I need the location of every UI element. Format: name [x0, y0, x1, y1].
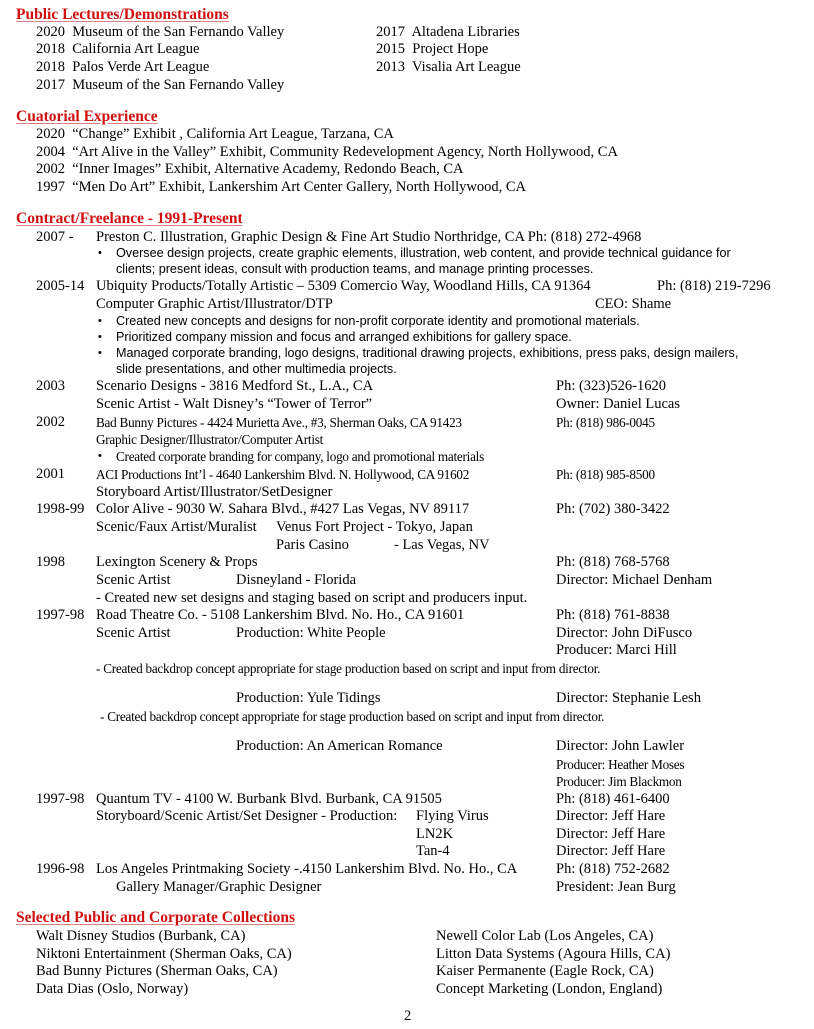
entry-director: Director: Stephanie Lesh — [556, 690, 701, 706]
entry-show: Tan-4 — [416, 843, 450, 859]
entry-role: Storyboard Artist/Illustrator/SetDesigner — [96, 484, 333, 500]
entry-director: Director: Michael Denham — [556, 572, 713, 588]
curatorial-year: 2002 — [36, 161, 65, 177]
entry-note: - Created backdrop concept appropriate for stage production based on script and input from director. — [96, 661, 601, 676]
entry-director: Director: Jeff Hare — [556, 826, 666, 842]
entry-director: Director: John Lawler — [556, 738, 685, 754]
curatorial-text: “Inner Images” Exhibit, Alternative Academy, Redondo Beach, CA — [72, 161, 464, 177]
section-heading-lectures: Public Lectures/Demonstrations — [16, 6, 229, 23]
lecture-venue: Altadena Libraries — [411, 24, 520, 40]
entry-company: Road Theatre Co. - 5108 Lankershim Blvd. No. Ho., CA 91601 — [96, 607, 465, 623]
collection-item: Concept Marketing (London, England) — [436, 981, 663, 997]
collection-item: Niktoni Entertainment (Sherman Oaks, CA) — [36, 946, 292, 962]
lecture-year: 2018 — [36, 59, 65, 75]
collection-item: Litton Data Systems (Agoura Hills, CA) — [436, 946, 671, 962]
entry-year: 1998-99 — [36, 501, 85, 517]
section-heading-contract: Contract/Freelance - 1991-Present — [16, 210, 243, 227]
bullet-icon: • — [98, 331, 102, 343]
entry-role: Scenic Artist — [96, 625, 171, 641]
entry-bullet-cont: clients; present ideas, consult with production teams, and manage printing processes. — [116, 262, 594, 276]
entry-bullet-cont: slide presentations, and other multimedia projects. — [116, 362, 397, 376]
curatorial-item — [36, 179, 526, 196]
entry-year: 1996-98 — [36, 861, 85, 877]
curatorial-item — [36, 126, 394, 143]
entry-producer: Producer: Heather Moses — [556, 757, 685, 772]
entry-year: 2007 - — [36, 229, 74, 245]
entry-phone: Ph: (702) 380-3422 — [556, 501, 670, 517]
entry-production: Production: Yule Tidings — [236, 690, 381, 706]
bullet-icon: • — [98, 347, 102, 359]
entry-production: Production: White People — [236, 625, 386, 641]
entry-bullet: Managed corporate branding, logo designs, traditional drawing projects, exhibitions, press paks, design mailers, — [116, 346, 739, 360]
curatorial-text: “Change” Exhibit , California Art League, Tarzana, CA — [72, 126, 394, 142]
entry-year: 2002 — [36, 414, 65, 430]
entry-role: Gallery Manager/Graphic Designer — [116, 879, 322, 895]
lecture-year: 2018 — [36, 41, 65, 57]
entry-phone: Ph: (818) 985-8500 — [556, 467, 655, 482]
entry-company: Quantum TV - 4100 W. Burbank Blvd. Burbank, CA 91505 — [96, 791, 442, 807]
lecture-item — [376, 59, 521, 76]
lecture-item — [36, 41, 199, 58]
entry-phone: Ph: (818) 461-6400 — [556, 791, 670, 807]
entry-note: - Created new set designs and staging based on script and producers input. — [96, 590, 528, 606]
entry-year: 1997-98 — [36, 607, 85, 623]
page-number: 2 — [404, 1008, 412, 1024]
collection-item: Data Dias (Oslo, Norway) — [36, 981, 189, 997]
entry-phone: Ph: (323)526-1620 — [556, 378, 666, 394]
lecture-item — [36, 59, 209, 76]
bullet-icon: • — [98, 247, 102, 259]
entry-producer: Producer: Marci Hill — [556, 642, 677, 658]
entry-company: Los Angeles Printmaking Society -.4150 Lankershim Blvd. No. Ho., CA — [96, 861, 518, 877]
entry-role: Graphic Designer/Illustrator/Computer Artist — [96, 432, 324, 447]
entry-place: Disneyland - Florida — [236, 572, 357, 588]
curatorial-text: “Art Alive in the Valley” Exhibit, Community Redevelopment Agency, North Hollywood, CA — [72, 144, 618, 160]
entry-role: Scenic/Faux Artist/Muralist — [96, 519, 257, 535]
entry-phone: Ph: (818) 986-0045 — [556, 415, 655, 430]
entry-bullet: Created new concepts and designs for non-profit corporate identity and promotional materials. — [116, 314, 640, 328]
bullet-icon: • — [98, 315, 102, 327]
entry-year: 1998 — [36, 554, 65, 570]
lecture-venue: Project Hope — [412, 41, 489, 57]
lecture-item — [36, 77, 284, 94]
curatorial-item — [36, 161, 464, 178]
entry-company: ACI Productions Int’l - 4640 Lankershim Blvd. N. Hollywood, CA 91602 — [96, 467, 470, 482]
entry-phone: Ph: (818) 768-5768 — [556, 554, 670, 570]
entry-project-location: - Las Vegas, NV — [394, 537, 490, 553]
section-heading-curatorial: Cuatorial Experience — [16, 108, 158, 125]
collection-item: Newell Color Lab (Los Angeles, CA) — [436, 928, 654, 944]
entry-producer: Producer: Jim Blackmon — [556, 774, 682, 789]
entry-bullet: Prioritized company mission and focus and arranged exhibitions for gallery space. — [116, 330, 572, 344]
entry-year: 2001 — [36, 466, 65, 482]
entry-role: Computer Graphic Artist/Illustrator/DTP — [96, 296, 333, 312]
lecture-year: 2015 — [376, 41, 405, 57]
entry-company: Scenario Designs - 3816 Medford St., L.A., CA — [96, 378, 374, 394]
entry-project: Venus Fort Project - Tokyo, Japan — [276, 519, 473, 535]
entry-company: Preston C. Illustration, Graphic Design & Fine Art Studio Northridge, CA Ph: (818) 272-4968 — [96, 229, 642, 245]
curatorial-year: 1997 — [36, 179, 65, 195]
entry-production: Production: An American Romance — [236, 738, 443, 754]
entry-note: - Created backdrop concept appropriate for stage production based on script and input from director. — [100, 709, 605, 724]
lecture-venue: Museum of the San Fernando Valley — [72, 24, 285, 40]
collection-item: Kaiser Permanente (Eagle Rock, CA) — [436, 963, 654, 979]
lecture-venue: Museum of the San Fernando Valley — [72, 77, 285, 93]
lecture-venue: Visalia Art League — [412, 59, 521, 75]
collection-item: Walt Disney Studios (Burbank, CA) — [36, 928, 246, 944]
lecture-venue: California Art League — [72, 41, 200, 57]
entry-bullet: Created corporate branding for company, logo and promotional materials — [116, 449, 484, 464]
entry-phone: Ph: (818) 761-8838 — [556, 607, 670, 623]
entry-year: 2003 — [36, 378, 65, 394]
lecture-item — [376, 41, 488, 58]
curatorial-item — [36, 144, 618, 161]
entry-owner: Owner: Daniel Lucas — [556, 396, 681, 412]
lecture-year: 2017 — [376, 24, 405, 40]
entry-company: Color Alive - 9030 W. Sahara Blvd., #427 Las Vegas, NV 89117 — [96, 501, 470, 517]
entry-director: Director: Jeff Hare — [556, 843, 666, 859]
entry-director: Director: John DiFusco — [556, 625, 693, 641]
entry-company: Lexington Scenery & Props — [96, 554, 258, 570]
lecture-year: 2017 — [36, 77, 65, 93]
entry-ceo: CEO: Shame — [595, 296, 672, 312]
entry-show: Flying Virus — [416, 808, 489, 824]
bullet-icon: • — [98, 450, 102, 462]
entry-phone: Ph: (818) 219-7296 — [657, 278, 771, 294]
entry-phone: Ph: (818) 752-2682 — [556, 861, 670, 877]
curatorial-year: 2004 — [36, 144, 65, 160]
entry-bullet: Oversee design projects, create graphic elements, illustration, web content, and provide technical guidance for — [116, 246, 731, 260]
collection-item: Bad Bunny Pictures (Sherman Oaks, CA) — [36, 963, 278, 979]
lecture-year: 2013 — [376, 59, 405, 75]
lecture-venue: Palos Verde Art League — [72, 59, 210, 75]
entry-director: Director: Jeff Hare — [556, 808, 666, 824]
lecture-year: 2020 — [36, 24, 65, 40]
lecture-item — [36, 24, 284, 41]
entry-company: Ubiquity Products/Totally Artistic – 5309 Comercio Way, Woodland Hills, CA 91364 — [96, 278, 591, 294]
curatorial-text: “Men Do Art” Exhibit, Lankershim Art Center Gallery, North Hollywood, CA — [72, 179, 526, 195]
entry-year: 2005-14 — [36, 278, 85, 294]
curatorial-year: 2020 — [36, 126, 65, 142]
entry-role: Storyboard/Scenic Artist/Set Designer - Production: — [96, 808, 398, 824]
lecture-item — [376, 24, 520, 41]
entry-company: Bad Bunny Pictures - 4424 Murietta Ave., #3, Sherman Oaks, CA 91423 — [96, 415, 462, 430]
entry-year: 1997-98 — [36, 791, 85, 807]
entry-show: LN2K — [416, 826, 454, 842]
entry-role: Scenic Artist — [96, 572, 171, 588]
entry-project: Paris Casino — [276, 537, 349, 553]
entry-role: Scenic Artist - Walt Disney’s “Tower of Terror” — [96, 396, 373, 412]
entry-president: President: Jean Burg — [556, 879, 676, 895]
section-heading-collections: Selected Public and Corporate Collections — [16, 909, 295, 926]
